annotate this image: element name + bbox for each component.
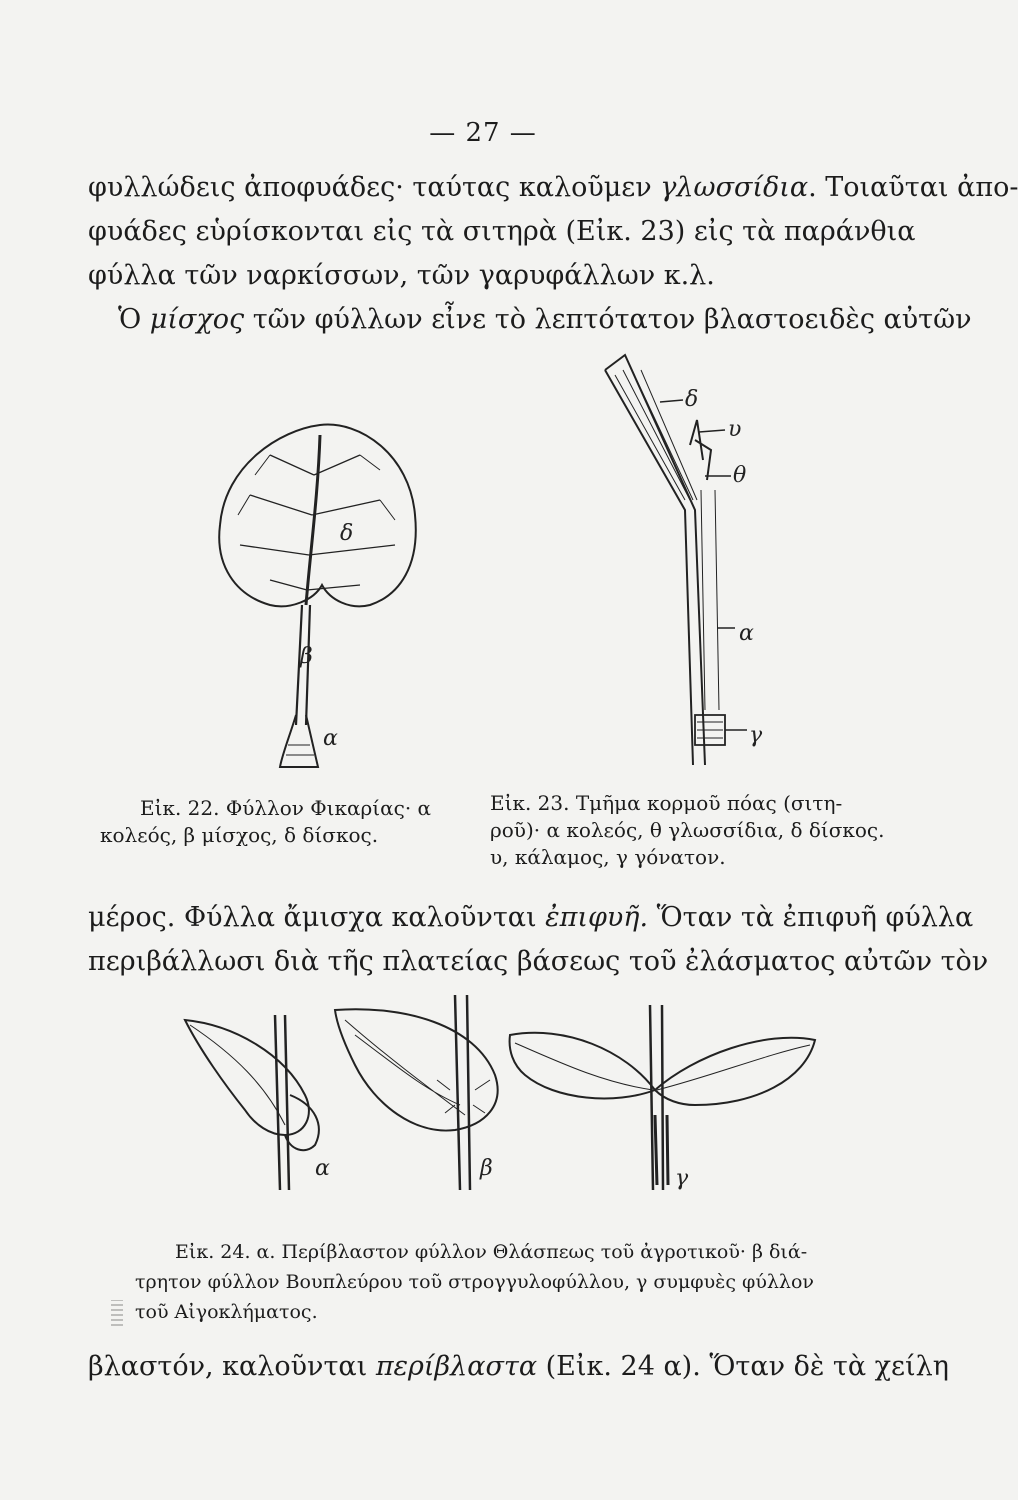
label-alpha: α (739, 621, 754, 646)
label-upsilon: υ (728, 417, 742, 442)
leaf-beta (335, 995, 498, 1190)
caption-line: Εἰκ. 22. Φύλλον Φικαρίας· α (140, 796, 432, 820)
text-line: φυλλώδεις ἀποφυάδες· ταύτας καλοῦμεν γλωσσίδια. Τοιαῦται ἀπο- (88, 172, 1018, 203)
text-line: φυάδες εὑρίσκονται εἰς τὰ σιτηρὰ (Εἰκ. 23) εἰς τὰ παράνθια (88, 216, 916, 247)
caption-line: υ, κάλαμος, γ γόνατον. (490, 845, 726, 869)
page-stain-mark (111, 1300, 123, 1326)
leaf-gamma (510, 1005, 815, 1190)
ligule (690, 420, 711, 480)
caption-line: τοῦ Αἰγοκλήματος. (135, 1301, 318, 1323)
text-line: φύλλα τῶν ναρκίσσων, τῶν γαρυφάλλων κ.λ. (88, 260, 715, 291)
caption-line: κολεός, β μίσχος, δ δίσκος. (100, 823, 379, 847)
label-beta: β (300, 644, 313, 669)
label-delta: δ (685, 387, 699, 412)
figure-24-leaves-illustration (175, 995, 875, 1195)
label-delta: δ (340, 521, 354, 546)
stem-sheath (605, 355, 705, 765)
label-gamma: γ (675, 1166, 689, 1191)
leaf-alpha (185, 1015, 319, 1190)
caption-line: Εἰκ. 23. Τμῆμα κορμοῦ πόας (σιτη- (490, 791, 843, 815)
text-line: βλαστόν, καλοῦνται περίβλαστα (Εἰκ. 24 α). Ὅταν δὲ τὰ χείλη (88, 1351, 949, 1382)
leaf-sheath (280, 715, 318, 767)
figure-23-caption (490, 790, 885, 871)
label-gamma: γ (749, 723, 763, 748)
caption-line: ροῦ)· α κολεός, θ γλωσσίδια, δ δίσκος. (490, 818, 885, 842)
label-alpha: α (323, 726, 338, 751)
figure-24-caption (135, 1237, 814, 1327)
label-beta: β (480, 1156, 493, 1181)
page-number: — 27 — (429, 118, 537, 148)
figure-23-grass-stem-illustration (585, 350, 765, 770)
figure-22-caption (100, 795, 432, 849)
text-line: Ὁ μίσχος τῶν φύλλων εἶνε τὸ λεπτότατον βλαστοειδὲς αὐτῶν (118, 304, 972, 335)
leaf-midrib (306, 435, 320, 605)
label-alpha: α (315, 1156, 330, 1181)
caption-line: Εἰκ. 24. α. Περίβλαστον φύλλον Θλάσπεως τοῦ ἀγροτικοῦ· β διά- (175, 1241, 808, 1263)
paragraph-top (88, 166, 1018, 342)
caption-line: τρητον φύλλον Βουπλεύρου τοῦ στρογγυλοφύλλου, γ συμφυὲς φύλλον (135, 1271, 814, 1293)
figure-22-leaf-illustration (210, 415, 430, 775)
paragraph-bottom (88, 1345, 949, 1389)
text-line: περιβάλλωσι διὰ τῆς πλατείας βάσεως τοῦ ἐλάσματος αὐτῶν τὸν (88, 946, 989, 977)
label-theta: θ (733, 463, 747, 488)
paragraph-middle (88, 896, 989, 984)
leaf-blade-outline (219, 425, 416, 607)
text-line: μέρος. Φύλλα ἄμισχα καλοῦνται ἐπιφυῆ. Ὅταν τὰ ἐπιφυῆ φύλλα (88, 902, 974, 933)
